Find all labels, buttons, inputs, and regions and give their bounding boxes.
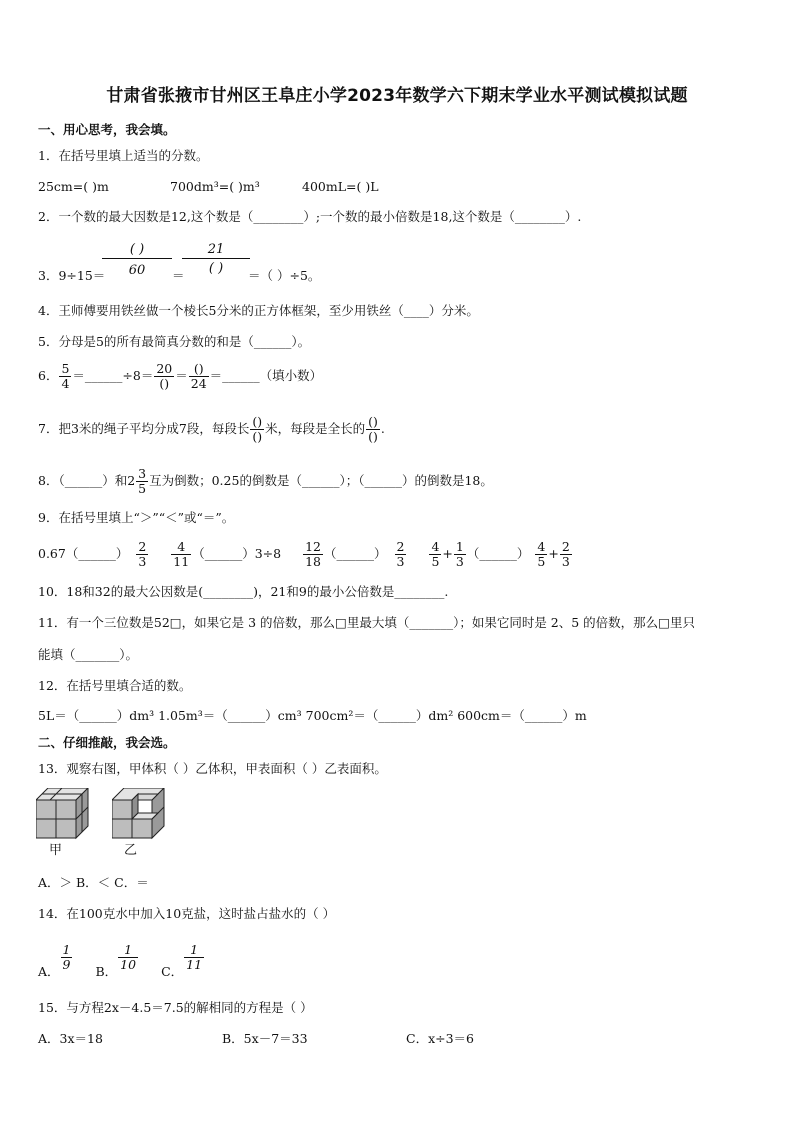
question-11-line1: 11．有一个三位数是52□，如果它是 3 的倍数，那么□里最大填（_______）；如果它同时是 2、5 的倍数，那么□里只 (38, 615, 695, 630)
figure-a-label: 甲 (49, 843, 63, 858)
question-2: 2．一个数的最大因数是12,这个数是（________）;一个数的最小倍数是18,这个数是（________）. (38, 209, 582, 224)
option-c-fraction: 1 11 (186, 942, 203, 972)
question-9-fraction7: 4 5 (537, 538, 546, 569)
question-9-fraction1: 2 3 (138, 538, 147, 569)
question-6-equals: ＝ (175, 368, 188, 383)
question-9-stem: 9．在括号里填上“＞”“＜”或“＝”。 (38, 510, 235, 525)
question-6 (38, 358, 322, 394)
question-3-fraction1-numerator: ( ) (102, 242, 172, 259)
question-3-tail: ＝（ ）÷5。 (248, 268, 321, 283)
figure-b-label: 乙 (124, 843, 138, 858)
question-3-lead: 3．9÷15＝ (38, 268, 106, 283)
question-1-a: 25cm=( )m (38, 179, 109, 194)
question-14-options (38, 938, 205, 980)
question-4: 4．王师傅要用铁丝做一个棱长5分米的正方体框架，至少用铁丝（____）分米。 (38, 303, 479, 318)
page-title: 甘肃省张掖市甘州区王阜庄小学2023年数学六下期末学业水平测试模拟试题 (106, 86, 688, 106)
question-9-plus2: + (548, 546, 559, 561)
question-8 (38, 462, 493, 500)
question-3-fraction1-denominator: 60 (128, 263, 146, 278)
question-9-fraction2: 4 11 (173, 538, 190, 569)
question-15-stem: 15．与方程2x－4.5＝7.5的解相同的方程是（ ） (38, 1000, 313, 1015)
question-1-stem: 1．在括号里填上适当的分数。 (38, 148, 209, 163)
question-1-b: 700dm³=( )m³ (170, 179, 260, 194)
cube-figure-a-icon (36, 788, 90, 842)
option-b-fraction: 1 10 (120, 942, 137, 972)
question-6-fraction3: () 24 (190, 360, 207, 391)
question-13-stem: 13．观察右图，甲体积（ ）乙体积，甲表面积（ ）乙表面积。 (38, 761, 387, 776)
option-a-fraction: 1 9 (62, 942, 71, 972)
question-15-option-c: C．x÷3＝6 (406, 1031, 474, 1046)
question-6-mid: ＝______÷8＝ (72, 368, 154, 383)
question-3-fraction2-denominator: ( ) (208, 261, 224, 276)
question-6-tail: ＝______（填小数） (209, 368, 323, 383)
question-9-fraction8: $\frac{2}{3}$ (561, 538, 570, 569)
question-7-lead: 7．把3米的绳子平均分成7段，每段长 (38, 421, 250, 436)
question-15-option-a: A．3x＝18 (38, 1031, 103, 1046)
section-heading-1: 一、用心思考，我会填。 (38, 122, 176, 137)
question-9-fraction4: 2 3 (396, 538, 405, 569)
question-8-tail: 互为倒数；0.25的倒数是（______）；（______）的倒数是18。 (149, 473, 493, 488)
section-heading-2: 二、仔细推敲，我会选。 (38, 735, 176, 750)
question-3-fraction2-numerator: 21 (182, 242, 250, 259)
question-7 (38, 410, 385, 448)
question-9-part1: 0.67（______） (38, 546, 129, 561)
question-8-fraction: 3 5 (138, 465, 147, 496)
question-7-fraction1: () () (252, 413, 263, 444)
question-9-part2: （______）3÷8 (192, 546, 282, 561)
question-9-fraction6: $\frac{1}{3}$ (455, 538, 464, 569)
question-9-part3: （______） (324, 546, 387, 561)
question-5: 5．分母是5的所有最简真分数的和是（______）。 (38, 334, 311, 349)
question-9-fraction5: 4 5 (431, 538, 440, 569)
question-12-line: 5L＝（______）dm³ 1.05m³＝（______）cm³ 700cm²＝（______）dm² 600cm＝（______）m (38, 708, 587, 723)
question-11-line2: 能填（_______）。 (38, 647, 139, 662)
question-7-mid: 米，每段是全长的 (265, 421, 366, 436)
question-6-fraction2: 20 () (156, 360, 173, 391)
option-c-label: C． (161, 964, 184, 979)
option-b-label: B． (95, 964, 118, 979)
question-12-stem: 12．在括号里填合适的数。 (38, 678, 192, 693)
question-15-option-b: B．5x－7＝33 (222, 1031, 308, 1046)
question-7-fraction2: () () (368, 413, 378, 444)
question-10: 10．18和32的最大公因数是(________)，21和9的最小公倍数是________. (38, 584, 449, 599)
option-a-label: A． (38, 964, 60, 979)
question-9-row (38, 535, 573, 573)
question-9-part4: （______） (466, 546, 530, 561)
question-14-stem: 14．在100克水中加入10克盐，这时盐占盐水的（ ） (38, 906, 336, 921)
question-6-fraction1: 5 4 (61, 360, 70, 391)
question-13-options: A．＞ B．＜ C．＝ (38, 875, 149, 890)
question-1-c: 400mL=( )L (302, 179, 379, 194)
question-3-equals: ＝ (172, 268, 185, 283)
question-7-tail: . (380, 421, 385, 436)
question-8-lead: 8．（______）和2 (38, 473, 136, 488)
question-9-fraction3: 12 18 (305, 538, 321, 569)
cube-figure-b-icon (112, 788, 166, 842)
question-6-lead: 6． (38, 368, 59, 383)
question-9-plus1: + (442, 546, 453, 561)
